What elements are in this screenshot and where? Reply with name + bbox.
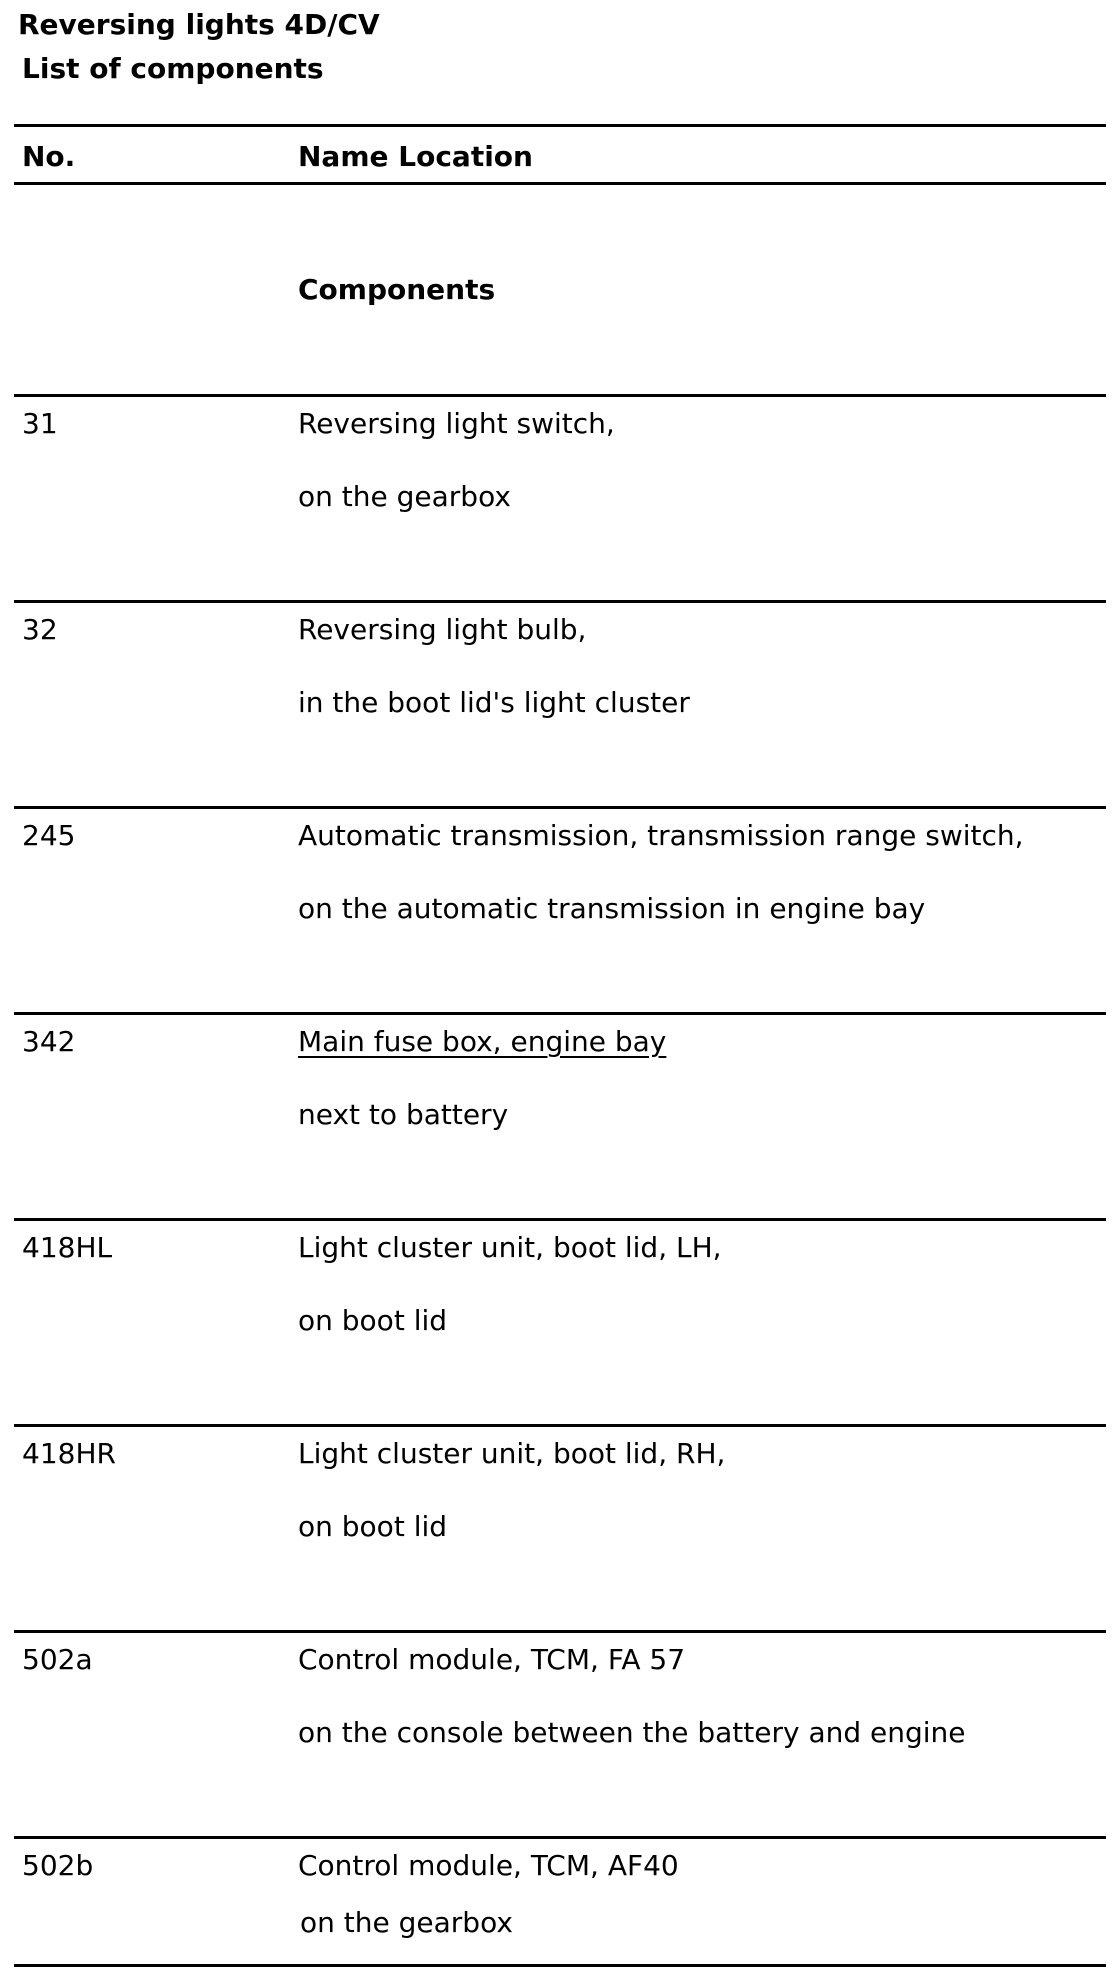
row-number: 502a — [22, 1643, 93, 1676]
component-name: Reversing light switch, — [298, 407, 615, 440]
row-divider — [14, 1836, 1106, 1839]
row-number: 342 — [22, 1025, 76, 1058]
row-number: 418HL — [22, 1231, 113, 1264]
column-header-name-location: Name Location — [298, 140, 533, 173]
section-bottom-rule — [14, 394, 1106, 397]
component-location: on boot lid — [298, 1304, 448, 1337]
row-number: 32 — [22, 613, 58, 646]
row-number: 418HR — [22, 1437, 116, 1470]
row-divider — [14, 1012, 1106, 1015]
component-name: Automatic transmission, transmission range switch, — [298, 819, 1024, 852]
row-divider — [14, 806, 1106, 809]
component-name: Control module, TCM, AF40 — [298, 1849, 679, 1882]
row-divider — [14, 1630, 1106, 1633]
row-divider — [14, 1424, 1106, 1427]
document-title: Reversing lights 4D/CV — [18, 8, 380, 41]
component-name-link[interactable]: Main fuse box, engine bay — [298, 1025, 667, 1058]
component-location: on boot lid — [298, 1510, 448, 1543]
header-bottom-rule — [14, 182, 1106, 185]
table-top-rule — [14, 124, 1106, 127]
row-divider — [14, 1218, 1106, 1221]
document-subtitle: List of components — [22, 52, 324, 85]
component-name: Control module, TCM, FA 57 — [298, 1643, 686, 1676]
component-name: Light cluster unit, boot lid, RH, — [298, 1437, 726, 1470]
row-number: 502b — [22, 1849, 94, 1882]
row-number: 31 — [22, 407, 58, 440]
component-location: on the console between the battery and engine — [298, 1716, 966, 1749]
column-header-no: No. — [22, 140, 76, 173]
component-location: on the gearbox — [300, 1906, 513, 1939]
table-bottom-rule — [14, 1964, 1106, 1967]
component-location: on the automatic transmission in engine bay — [298, 892, 926, 925]
section-label-components: Components — [298, 273, 496, 306]
component-name: Reversing light bulb, — [298, 613, 587, 646]
component-location: on the gearbox — [298, 480, 511, 513]
row-divider — [14, 600, 1106, 603]
component-location: next to battery — [298, 1098, 509, 1131]
row-number: 245 — [22, 819, 76, 852]
component-name: Light cluster unit, boot lid, LH, — [298, 1231, 722, 1264]
component-location: in the boot lid's light cluster — [298, 686, 690, 719]
